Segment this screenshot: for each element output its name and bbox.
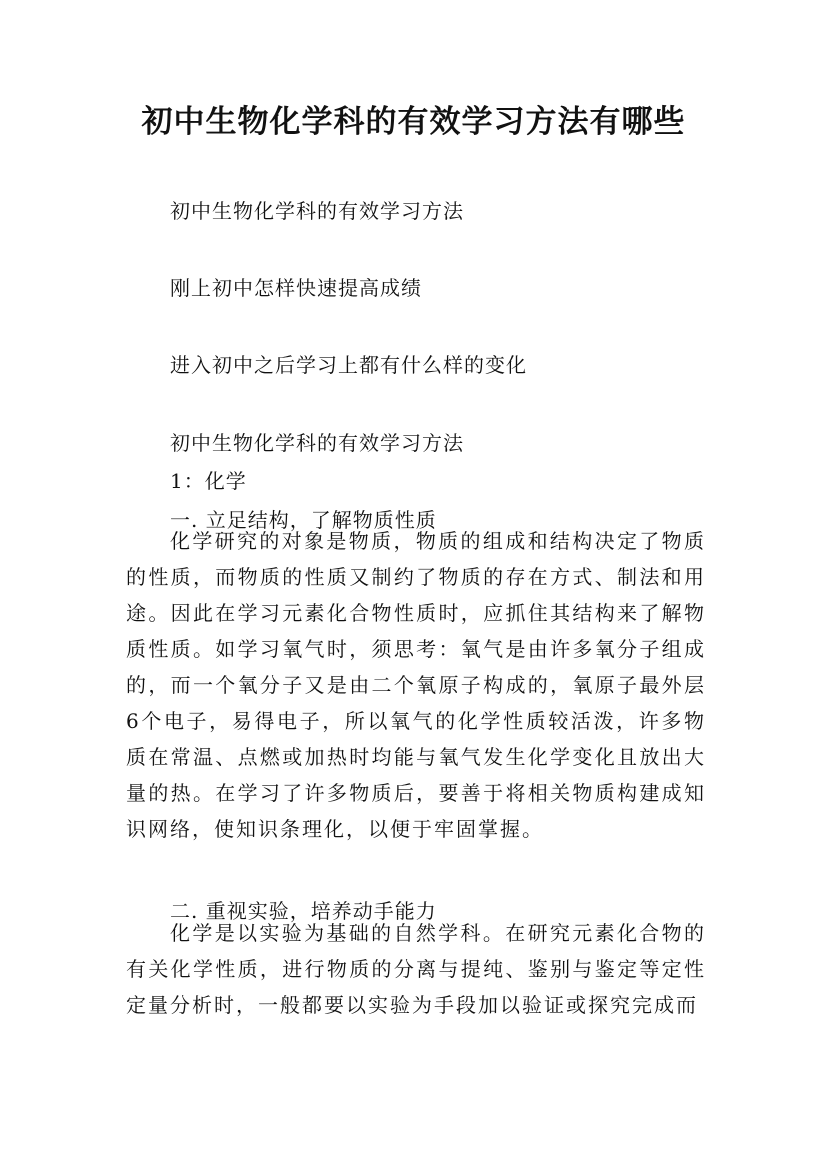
document-title: 初中生物化学科的有效学习方法有哪些 (141, 104, 686, 140)
point-one-heading: 一. 立足结构，了解物质性质 (170, 508, 437, 532)
toc-item-1: 初中生物化学科的有效学习方法 (170, 199, 464, 223)
toc-item-3: 进入初中之后学习上都有什么样的变化 (170, 353, 527, 377)
point-two-paragraph: 化学是以实验为基础的自然学科。在研究元素化合物的有关化学性质，进行物质的分离与提纯、鉴别与鉴定等定性定量分析时，一般都要以实验为手段加以验证或探究完成而 (126, 921, 706, 1017)
subject-label: 1：化学 (170, 469, 247, 493)
point-two-heading: 二. 重视实验，培养动手能力 (170, 899, 437, 923)
point-one-paragraph: 化学研究的对象是物质，物质的组成和结构决定了物质的性质，而物质的性质又制约了物质的存在方式、制法和用途。因此在学习元素化合物性质时，应抓住其结构来了解物质性质。如学习氧气时，须思考：氧气是由许多氧分子组成的，而一个氧分子又是由二个氧原子构成的，氧原子最外层6个电子，易得电子，所以氧气的化学性质较活泼，许多物质在常温、点燃或加热时均能与氧气发生化学变化且放出大量的热。在学习了许多物质后，要善于将相关物质构建成知识网络，使知识条理化，以便于牢固掌握。 (126, 529, 706, 841)
section-heading: 初中生物化学科的有效学习方法 (170, 431, 464, 455)
toc-item-2: 刚上初中怎样快速提高成绩 (170, 276, 422, 300)
